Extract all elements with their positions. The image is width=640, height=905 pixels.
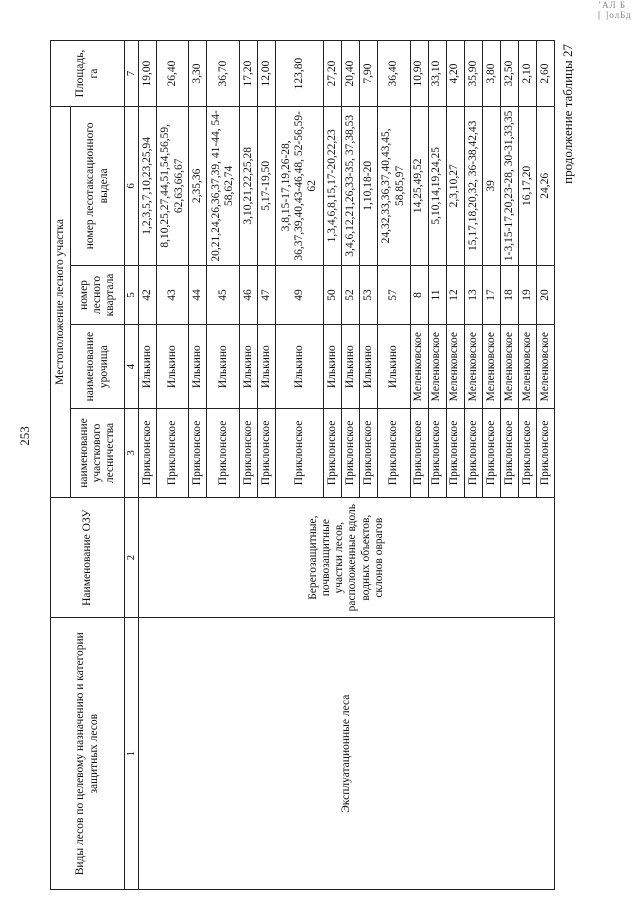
header-lesnichestvo: наименование участкового лесничества [71,409,125,498]
urochishche-cell: Илькино [359,325,377,409]
lesnichestvo-cell: Приклонское [446,409,464,498]
area-cell: 2,10 [518,41,536,107]
lesnichestvo-cell: Приклонское [258,409,276,498]
vydel-cell: 3,10,21,22,25,28 [240,107,258,266]
vydel-cell: 2,35,36 [189,107,207,266]
kvartal-cell: 18 [500,265,518,325]
header-area: Площадь, га [51,41,125,107]
forest-table [50,40,555,890]
area-cell: 27,20 [323,41,341,107]
header-kvartal: номер лесного квартала [71,265,125,325]
area-cell: 3,30 [189,41,207,107]
kvartal-cell: 47 [258,265,276,325]
lesnichestvo-cell: Приклонское [500,409,518,498]
header-urochishche: наименование урочища [71,325,125,409]
kvartal-cell: 8 [410,265,428,325]
rotated-page [50,40,610,890]
lesnichestvo-cell: Приклонское [276,409,323,498]
kvartal-cell: 45 [207,265,240,325]
area-cell: 20,40 [341,41,359,107]
vydel-cell: 3,8,15-17,19,26-28, 36,37,39,40,43-46,48, 52-56,59-62 [276,107,323,266]
vydel-cell: 16,17,20 [518,107,536,266]
urochishche-cell: Меленковское [500,325,518,409]
urochishche-cell: Меленковское [410,325,428,409]
table-body [138,41,554,890]
ozu-cell: Берегозащитные, почвозащитные участки лесов, расположенные вдоль водных объектов, склонов оврагов [138,497,554,618]
kvartal-cell: 42 [138,265,156,325]
lesnichestvo-cell: Приклонское [359,409,377,498]
urochishche-cell: Илькино [156,325,189,409]
vydel-cell: 2,3,10,27 [446,107,464,266]
col-number: 1 [125,618,139,890]
kvartal-cell: 53 [359,265,377,325]
urochishche-cell: Илькино [207,325,240,409]
urochishche-cell: Илькино [276,325,323,409]
urochishche-cell: Илькино [189,325,207,409]
vydel-cell: 14,25,49,52 [410,107,428,266]
urochishche-cell: Илькино [258,325,276,409]
kvartal-cell: 49 [276,265,323,325]
lesnichestvo-cell: Приклонское [240,409,258,498]
col-number: 3 [125,409,139,498]
lesnichestvo-cell: Приклонское [428,409,446,498]
area-cell: 35,90 [464,41,482,107]
table-caption: продолжение таблицы 27 [560,44,575,184]
vydel-cell: 8,10,25,27,44,51,54,56,59, 62,63,66,67 [156,107,189,266]
area-cell: 19,00 [138,41,156,107]
page-number: 253 [16,426,32,446]
area-cell: 32,50 [500,41,518,107]
col-number: 4 [125,325,139,409]
table-row [138,41,156,890]
area-cell: 36,70 [207,41,240,107]
area-cell: 3,80 [482,41,500,107]
area-cell: 26,40 [156,41,189,107]
lesnichestvo-cell: Приклонское [207,409,240,498]
kvartal-cell: 43 [156,265,189,325]
lesnichestvo-cell: Приклонское [189,409,207,498]
urochishche-cell: Илькино [138,325,156,409]
kvartal-cell: 12 [446,265,464,325]
header-ozu: Наименование ОЗУ [51,497,125,618]
vydel-cell: 24,32,33,36,37,40,43,45, 58,85,97 [377,107,410,266]
lesnichestvo-cell: Приклонское [536,409,554,498]
lesnichestvo-cell: Приклонское [482,409,500,498]
lesnichestvo-cell: Приклонское [138,409,156,498]
vydel-cell: 1-3,15-17,20,23-28, 30-31,33,35 [500,107,518,266]
vydel-cell: 5,17-19,50 [258,107,276,266]
urochishche-cell: Меленковское [536,325,554,409]
kvartal-cell: 50 [323,265,341,325]
vydel-cell: 5,10,14,19,24,25 [428,107,446,266]
area-cell: 36,40 [377,41,410,107]
urochishche-cell: Меленковское [518,325,536,409]
kvartal-cell: 20 [536,265,554,325]
col-number: 6 [125,107,139,266]
urochishche-cell: Илькино [377,325,410,409]
area-cell: 2,60 [536,41,554,107]
kvartal-cell: 11 [428,265,446,325]
header-vydel: номер лесотаксационного выдела [71,107,125,266]
col-number: 2 [125,497,139,618]
kvartal-cell: 17 [482,265,500,325]
col-number: 5 [125,265,139,325]
urochishche-cell: Меленковское [428,325,446,409]
header-marks: ʼАЛ Б [ ]олБд [598,0,632,20]
kvartal-cell: 44 [189,265,207,325]
vydel-cell: 1,10,18-20 [359,107,377,266]
kvartal-cell: 57 [377,265,410,325]
lesnichestvo-cell: Приклонское [464,409,482,498]
area-cell: 123,80 [276,41,323,107]
urochishche-cell: Меленковское [446,325,464,409]
category-cell: Эксплуатационные леса [138,618,554,890]
area-cell: 17,20 [240,41,258,107]
urochishche-cell: Илькино [323,325,341,409]
area-cell: 10,90 [410,41,428,107]
area-cell: 4,20 [446,41,464,107]
urochishche-cell: Меленковское [482,325,500,409]
urochishche-cell: Меленковское [464,325,482,409]
vydel-cell: 1,3,4,6,8,15,17-20,22,23 [323,107,341,266]
vydel-cell: 24,26 [536,107,554,266]
lesnichestvo-cell: Приклонское [377,409,410,498]
lesnichestvo-cell: Приклонское [323,409,341,498]
kvartal-cell: 13 [464,265,482,325]
vydel-cell: 3,4,6,12,21,26,33-35, 37,38,53 [341,107,359,266]
area-cell: 7,90 [359,41,377,107]
vydel-cell: 20,21,24,26,36,37,39, 41-44, 54-58,62,74 [207,107,240,266]
kvartal-cell: 52 [341,265,359,325]
kvartal-cell: 19 [518,265,536,325]
header-category: Виды лесов по целевому назначению и категории защитных лесов [51,618,125,890]
kvartal-cell: 46 [240,265,258,325]
vydel-cell: 15,17,18,20,32, 36-38,42,43 [464,107,482,266]
lesnichestvo-cell: Приклонское [341,409,359,498]
area-cell: 12,00 [258,41,276,107]
lesnichestvo-cell: Приклонское [518,409,536,498]
vydel-cell: 1,2,3,5,7,10,23,25,94 [138,107,156,266]
vydel-cell: 39 [482,107,500,266]
lesnichestvo-cell: Приклонское [156,409,189,498]
header-location-group: Местоположение лесного участка [51,107,71,498]
urochishche-cell: Илькино [341,325,359,409]
area-cell: 33,10 [428,41,446,107]
lesnichestvo-cell: Приклонское [410,409,428,498]
urochishche-cell: Илькино [240,325,258,409]
col-number: 7 [125,41,139,107]
